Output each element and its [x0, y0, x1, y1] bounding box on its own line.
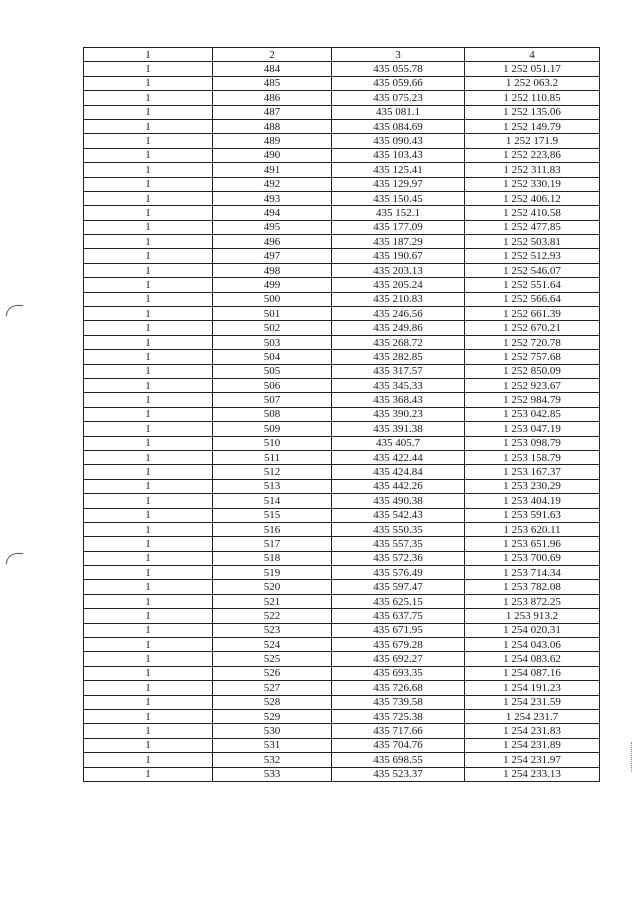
- y-coordinate-cell: 1 254 231.97: [465, 753, 600, 767]
- table-row: [84, 422, 600, 436]
- table-row: [84, 177, 600, 191]
- section-cell: 1: [84, 307, 213, 321]
- table-row: [84, 148, 600, 162]
- x-coordinate-cell: 435 550.35: [332, 522, 465, 536]
- section-cell: 1: [84, 62, 213, 76]
- table-row: [84, 119, 600, 133]
- scan-artifact: [631, 742, 634, 772]
- x-coordinate-cell: 435 152.1: [332, 206, 465, 220]
- point-number-cell: 528: [213, 695, 332, 709]
- point-number-cell: 518: [213, 551, 332, 565]
- x-coordinate-cell: 435 317.57: [332, 364, 465, 378]
- point-number-cell: 532: [213, 753, 332, 767]
- x-coordinate-cell: 435 055.78: [332, 62, 465, 76]
- y-coordinate-cell: 1 253 620.11: [465, 522, 600, 536]
- x-coordinate-cell: 435 717.66: [332, 724, 465, 738]
- table-row: [84, 235, 600, 249]
- point-number-cell: 514: [213, 494, 332, 508]
- y-coordinate-cell: 1 252 223.86: [465, 148, 600, 162]
- point-number-cell: 508: [213, 407, 332, 421]
- table-row: [84, 378, 600, 392]
- table-row: [84, 666, 600, 680]
- y-coordinate-cell: 1 252 330.19: [465, 177, 600, 191]
- section-cell: 1: [84, 652, 213, 666]
- section-cell: 1: [84, 465, 213, 479]
- point-number-cell: 520: [213, 580, 332, 594]
- table-row: [84, 724, 600, 738]
- point-number-cell: 495: [213, 220, 332, 234]
- section-cell: 1: [84, 393, 213, 407]
- point-number-cell: 526: [213, 666, 332, 680]
- point-number-cell: 530: [213, 724, 332, 738]
- x-coordinate-cell: 435 424.84: [332, 465, 465, 479]
- x-coordinate-cell: 435 129.97: [332, 177, 465, 191]
- hole-punch-mark: [6, 305, 23, 316]
- table-row: [84, 321, 600, 335]
- point-number-cell: 501: [213, 307, 332, 321]
- y-coordinate-cell: 1 254 233.13: [465, 767, 600, 781]
- point-number-cell: 496: [213, 235, 332, 249]
- y-coordinate-cell: 1 254 043.06: [465, 638, 600, 652]
- section-cell: 1: [84, 177, 213, 191]
- y-coordinate-cell: 1 253 098.79: [465, 436, 600, 450]
- table-row: [84, 350, 600, 364]
- point-number-cell: 485: [213, 76, 332, 90]
- section-cell: 1: [84, 407, 213, 421]
- y-coordinate-cell: 1 252 503.81: [465, 235, 600, 249]
- point-number-cell: 509: [213, 422, 332, 436]
- point-number-cell: 525: [213, 652, 332, 666]
- x-coordinate-cell: 435 249.86: [332, 321, 465, 335]
- section-cell: 1: [84, 235, 213, 249]
- section-cell: 1: [84, 206, 213, 220]
- x-coordinate-cell: 435 597.47: [332, 580, 465, 594]
- section-cell: 1: [84, 76, 213, 90]
- x-coordinate-cell: 435 282.85: [332, 350, 465, 364]
- section-cell: 1: [84, 695, 213, 709]
- section-cell: 1: [84, 278, 213, 292]
- x-coordinate-cell: 435 391.38: [332, 422, 465, 436]
- point-number-cell: 487: [213, 105, 332, 119]
- point-number-cell: 497: [213, 249, 332, 263]
- section-cell: 1: [84, 134, 213, 148]
- x-coordinate-cell: 435 177.09: [332, 220, 465, 234]
- x-coordinate-cell: 435 205.24: [332, 278, 465, 292]
- x-coordinate-cell: 435 422.44: [332, 450, 465, 464]
- y-coordinate-cell: 1 253 872.25: [465, 594, 600, 608]
- point-number-cell: 516: [213, 522, 332, 536]
- section-cell: 1: [84, 220, 213, 234]
- y-coordinate-cell: 1 253 167.37: [465, 465, 600, 479]
- section-cell: 1: [84, 580, 213, 594]
- section-cell: 1: [84, 767, 213, 781]
- y-coordinate-cell: 1 252 984.79: [465, 393, 600, 407]
- y-coordinate-cell: 1 252 551.64: [465, 278, 600, 292]
- x-coordinate-cell: 435 187.29: [332, 235, 465, 249]
- section-cell: 1: [84, 321, 213, 335]
- table-row: [84, 220, 600, 234]
- table-row: [84, 494, 600, 508]
- y-coordinate-cell: 1 252 406.12: [465, 191, 600, 205]
- table-row: [84, 450, 600, 464]
- y-coordinate-cell: 1 253 404.19: [465, 494, 600, 508]
- point-number-cell: 529: [213, 709, 332, 723]
- x-coordinate-cell: 435 081.1: [332, 105, 465, 119]
- x-coordinate-cell: 435 246.56: [332, 307, 465, 321]
- y-coordinate-cell: 1 254 231.89: [465, 738, 600, 752]
- table-row: [84, 681, 600, 695]
- y-coordinate-cell: 1 253 714.34: [465, 566, 600, 580]
- table-row: [84, 695, 600, 709]
- table-row: [84, 393, 600, 407]
- section-cell: 1: [84, 292, 213, 306]
- x-coordinate-cell: 435 268.72: [332, 335, 465, 349]
- y-coordinate-cell: 1 253 700.69: [465, 551, 600, 565]
- point-number-cell: 499: [213, 278, 332, 292]
- y-coordinate-cell: 1 252 051.17: [465, 62, 600, 76]
- column-header: 4: [465, 48, 600, 62]
- y-coordinate-cell: 1 252 410.58: [465, 206, 600, 220]
- y-coordinate-cell: 1 253 047.19: [465, 422, 600, 436]
- y-coordinate-cell: 1 252 477.85: [465, 220, 600, 234]
- y-coordinate-cell: 1 254 087.16: [465, 666, 600, 680]
- point-number-cell: 531: [213, 738, 332, 752]
- point-number-cell: 503: [213, 335, 332, 349]
- x-coordinate-cell: 435 203.13: [332, 263, 465, 277]
- x-coordinate-cell: 435 059.66: [332, 76, 465, 90]
- table-row: [84, 623, 600, 637]
- y-coordinate-cell: 1 254 231.59: [465, 695, 600, 709]
- table-row: [84, 551, 600, 565]
- y-coordinate-cell: 1 253 591.63: [465, 508, 600, 522]
- table-row: [84, 465, 600, 479]
- section-cell: 1: [84, 105, 213, 119]
- x-coordinate-cell: 435 726.68: [332, 681, 465, 695]
- hole-punch-mark: [6, 553, 23, 564]
- column-header: 3: [332, 48, 465, 62]
- table-row: [84, 263, 600, 277]
- section-cell: 1: [84, 508, 213, 522]
- section-cell: 1: [84, 594, 213, 608]
- x-coordinate-cell: 435 125.41: [332, 163, 465, 177]
- table-row: [84, 206, 600, 220]
- x-coordinate-cell: 435 704.76: [332, 738, 465, 752]
- section-cell: 1: [84, 436, 213, 450]
- x-coordinate-cell: 435 693.35: [332, 666, 465, 680]
- y-coordinate-cell: 1 252 566.64: [465, 292, 600, 306]
- section-cell: 1: [84, 566, 213, 580]
- y-coordinate-cell: 1 254 191.23: [465, 681, 600, 695]
- y-coordinate-cell: 1 252 720.78: [465, 335, 600, 349]
- table-row: [84, 652, 600, 666]
- x-coordinate-cell: 435 572.36: [332, 551, 465, 565]
- x-coordinate-cell: 435 075.23: [332, 91, 465, 105]
- table-row: [84, 609, 600, 623]
- y-coordinate-cell: 1 252 063.2: [465, 76, 600, 90]
- point-number-cell: 512: [213, 465, 332, 479]
- section-cell: 1: [84, 638, 213, 652]
- section-cell: 1: [84, 724, 213, 738]
- point-number-cell: 521: [213, 594, 332, 608]
- table-row: [84, 594, 600, 608]
- table-row: [84, 91, 600, 105]
- x-coordinate-cell: 435 739.58: [332, 695, 465, 709]
- point-number-cell: 493: [213, 191, 332, 205]
- x-coordinate-cell: 435 090.43: [332, 134, 465, 148]
- y-coordinate-cell: 1 254 083.62: [465, 652, 600, 666]
- y-coordinate-cell: 1 254 231.83: [465, 724, 600, 738]
- point-number-cell: 519: [213, 566, 332, 580]
- table-body: [84, 62, 600, 782]
- table-row: [84, 278, 600, 292]
- x-coordinate-cell: 435 210.83: [332, 292, 465, 306]
- table-row: [84, 580, 600, 594]
- coordinates-table: [83, 47, 600, 782]
- x-coordinate-cell: 435 557.35: [332, 537, 465, 551]
- point-number-cell: 527: [213, 681, 332, 695]
- column-header: 2: [213, 48, 332, 62]
- section-cell: 1: [84, 494, 213, 508]
- section-cell: 1: [84, 753, 213, 767]
- point-number-cell: 489: [213, 134, 332, 148]
- table-row: [84, 566, 600, 580]
- point-number-cell: 524: [213, 638, 332, 652]
- y-coordinate-cell: 1 252 850.09: [465, 364, 600, 378]
- table-row: [84, 163, 600, 177]
- y-coordinate-cell: 1 252 135.06: [465, 105, 600, 119]
- x-coordinate-cell: 435 405.7: [332, 436, 465, 450]
- x-coordinate-cell: 435 150.45: [332, 191, 465, 205]
- y-coordinate-cell: 1 254 020.31: [465, 623, 600, 637]
- point-number-cell: 510: [213, 436, 332, 450]
- section-cell: 1: [84, 609, 213, 623]
- section-cell: 1: [84, 364, 213, 378]
- point-number-cell: 515: [213, 508, 332, 522]
- point-number-cell: 533: [213, 767, 332, 781]
- point-number-cell: 486: [213, 91, 332, 105]
- point-number-cell: 484: [213, 62, 332, 76]
- x-coordinate-cell: 435 576.49: [332, 566, 465, 580]
- point-number-cell: 498: [213, 263, 332, 277]
- table-row: [84, 292, 600, 306]
- point-number-cell: 500: [213, 292, 332, 306]
- section-cell: 1: [84, 522, 213, 536]
- y-coordinate-cell: 1 252 670.21: [465, 321, 600, 335]
- table-row: [84, 479, 600, 493]
- x-coordinate-cell: 435 084.69: [332, 119, 465, 133]
- table-row: [84, 436, 600, 450]
- point-number-cell: 523: [213, 623, 332, 637]
- section-cell: 1: [84, 91, 213, 105]
- table-row: [84, 76, 600, 90]
- point-number-cell: 506: [213, 378, 332, 392]
- table-row: [84, 105, 600, 119]
- table-row: [84, 767, 600, 781]
- table-row: [84, 537, 600, 551]
- table-row: [84, 191, 600, 205]
- section-cell: 1: [84, 148, 213, 162]
- x-coordinate-cell: 435 368.43: [332, 393, 465, 407]
- x-coordinate-cell: 435 190.67: [332, 249, 465, 263]
- y-coordinate-cell: 1 252 171.9: [465, 134, 600, 148]
- y-coordinate-cell: 1 254 231.7: [465, 709, 600, 723]
- y-coordinate-cell: 1 253 230.29: [465, 479, 600, 493]
- section-cell: 1: [84, 263, 213, 277]
- x-coordinate-cell: 435 103.43: [332, 148, 465, 162]
- table-header-row: [84, 48, 600, 62]
- section-cell: 1: [84, 163, 213, 177]
- table-row: [84, 709, 600, 723]
- x-coordinate-cell: 435 523.37: [332, 767, 465, 781]
- x-coordinate-cell: 435 345.33: [332, 378, 465, 392]
- column-header: 1: [84, 48, 213, 62]
- point-number-cell: 492: [213, 177, 332, 191]
- y-coordinate-cell: 1 252 149.79: [465, 119, 600, 133]
- x-coordinate-cell: 435 698.55: [332, 753, 465, 767]
- y-coordinate-cell: 1 252 661.39: [465, 307, 600, 321]
- section-cell: 1: [84, 709, 213, 723]
- section-cell: 1: [84, 738, 213, 752]
- table-row: [84, 753, 600, 767]
- section-cell: 1: [84, 450, 213, 464]
- section-cell: 1: [84, 479, 213, 493]
- point-number-cell: 517: [213, 537, 332, 551]
- section-cell: 1: [84, 335, 213, 349]
- x-coordinate-cell: 435 637.75: [332, 609, 465, 623]
- section-cell: 1: [84, 681, 213, 695]
- point-number-cell: 505: [213, 364, 332, 378]
- table-row: [84, 134, 600, 148]
- section-cell: 1: [84, 119, 213, 133]
- table-row: [84, 335, 600, 349]
- y-coordinate-cell: 1 252 110.85: [465, 91, 600, 105]
- table-row: [84, 638, 600, 652]
- y-coordinate-cell: 1 253 042.85: [465, 407, 600, 421]
- x-coordinate-cell: 435 490.38: [332, 494, 465, 508]
- section-cell: 1: [84, 422, 213, 436]
- y-coordinate-cell: 1 253 158.79: [465, 450, 600, 464]
- x-coordinate-cell: 435 679.28: [332, 638, 465, 652]
- table-row: [84, 307, 600, 321]
- x-coordinate-cell: 435 671.95: [332, 623, 465, 637]
- section-cell: 1: [84, 350, 213, 364]
- section-cell: 1: [84, 666, 213, 680]
- y-coordinate-cell: 1 253 913.2: [465, 609, 600, 623]
- x-coordinate-cell: 435 625.15: [332, 594, 465, 608]
- y-coordinate-cell: 1 253 651.96: [465, 537, 600, 551]
- point-number-cell: 494: [213, 206, 332, 220]
- y-coordinate-cell: 1 252 923.67: [465, 378, 600, 392]
- table-row: [84, 738, 600, 752]
- y-coordinate-cell: 1 252 546.07: [465, 263, 600, 277]
- point-number-cell: 488: [213, 119, 332, 133]
- point-number-cell: 522: [213, 609, 332, 623]
- table-row: [84, 407, 600, 421]
- table-row: [84, 249, 600, 263]
- x-coordinate-cell: 435 390.23: [332, 407, 465, 421]
- section-cell: 1: [84, 249, 213, 263]
- section-cell: 1: [84, 537, 213, 551]
- section-cell: 1: [84, 623, 213, 637]
- table-row: [84, 522, 600, 536]
- section-cell: 1: [84, 378, 213, 392]
- table-row: [84, 364, 600, 378]
- x-coordinate-cell: 435 442.26: [332, 479, 465, 493]
- point-number-cell: 491: [213, 163, 332, 177]
- section-cell: 1: [84, 191, 213, 205]
- point-number-cell: 490: [213, 148, 332, 162]
- y-coordinate-cell: 1 252 512.93: [465, 249, 600, 263]
- point-number-cell: 511: [213, 450, 332, 464]
- section-cell: 1: [84, 551, 213, 565]
- y-coordinate-cell: 1 253 782.08: [465, 580, 600, 594]
- y-coordinate-cell: 1 252 757.68: [465, 350, 600, 364]
- x-coordinate-cell: 435 542.43: [332, 508, 465, 522]
- table-row: [84, 62, 600, 76]
- y-coordinate-cell: 1 252 311.83: [465, 163, 600, 177]
- point-number-cell: 504: [213, 350, 332, 364]
- point-number-cell: 513: [213, 479, 332, 493]
- table-row: [84, 508, 600, 522]
- x-coordinate-cell: 435 692.27: [332, 652, 465, 666]
- point-number-cell: 502: [213, 321, 332, 335]
- point-number-cell: 507: [213, 393, 332, 407]
- x-coordinate-cell: 435 725.38: [332, 709, 465, 723]
